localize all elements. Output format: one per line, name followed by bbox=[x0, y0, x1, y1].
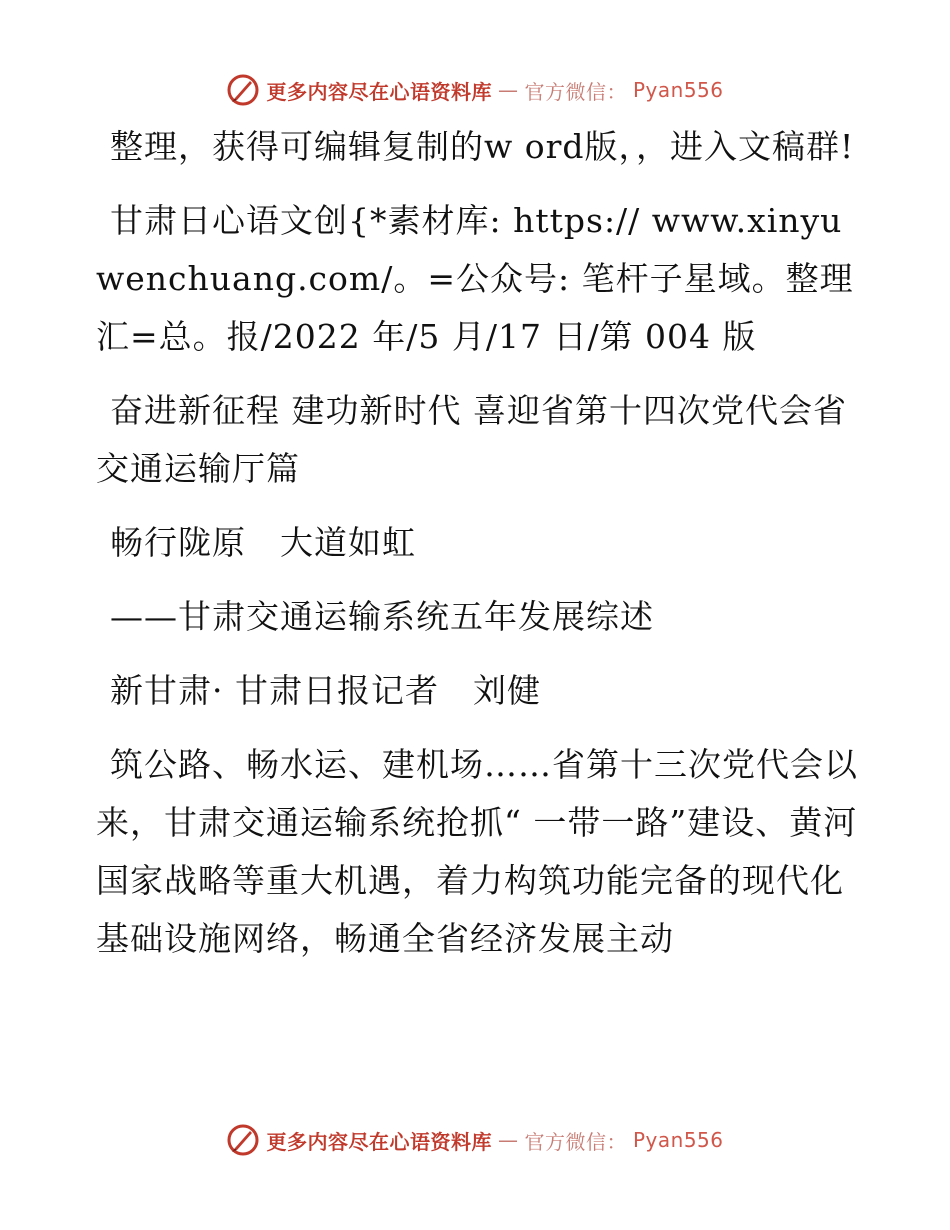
watermark-banner-top bbox=[0, 70, 950, 110]
watermark-banner-bottom bbox=[0, 1120, 950, 1160]
document-body bbox=[96, 118, 866, 984]
banner-official-label: 官方微信： bbox=[524, 79, 627, 104]
paragraph-body: 筑公路、畅水运、建机场……省第十三次党代会以来，甘肃交通运输系统抢抓“ 一带一路”建设、黄河国家战略等重大机遇，着力构筑功能完备的现代化基础设施网络，畅通全省经济发展主动 bbox=[96, 745, 858, 958]
paragraph-byline: 新甘肃· 甘肃日报记者 刘健 bbox=[110, 671, 541, 710]
banner-main-text: 更多内容尽在心语资料库 bbox=[266, 79, 492, 104]
paragraph-series-title: 奋进新征程 建功新时代 喜迎省第十四次党代会省交通运输厅篇 bbox=[96, 391, 847, 488]
paragraph-intro: 整理，获得可编辑复制的w ord版，，进入文稿群! bbox=[110, 127, 855, 166]
paragraph-headline: 畅行陇原 大道如虹 bbox=[110, 523, 416, 562]
feather-pen-circle-icon bbox=[226, 1123, 260, 1157]
feather-pen-circle-icon bbox=[226, 73, 260, 107]
banner-wechat-id: Pyan556 bbox=[632, 1128, 724, 1152]
banner-main-text: 更多内容尽在心语资料库 bbox=[266, 1129, 492, 1154]
banner-separator: — bbox=[497, 78, 519, 102]
paragraph-subheadline: ——甘肃交通运输系统五年发展综述 bbox=[110, 597, 654, 636]
banner-official-label: 官方微信： bbox=[524, 1129, 627, 1154]
paragraph-source: 甘肃日心语文创{*素材库: https:// www.xinyuwenchuang.com/。=公众号: 笔杆子星域。整理汇=总。报/2022 年/5 月/17 日/第 004 版 bbox=[96, 201, 854, 356]
banner-separator: — bbox=[497, 1128, 519, 1152]
banner-wechat-id: Pyan556 bbox=[632, 78, 724, 102]
